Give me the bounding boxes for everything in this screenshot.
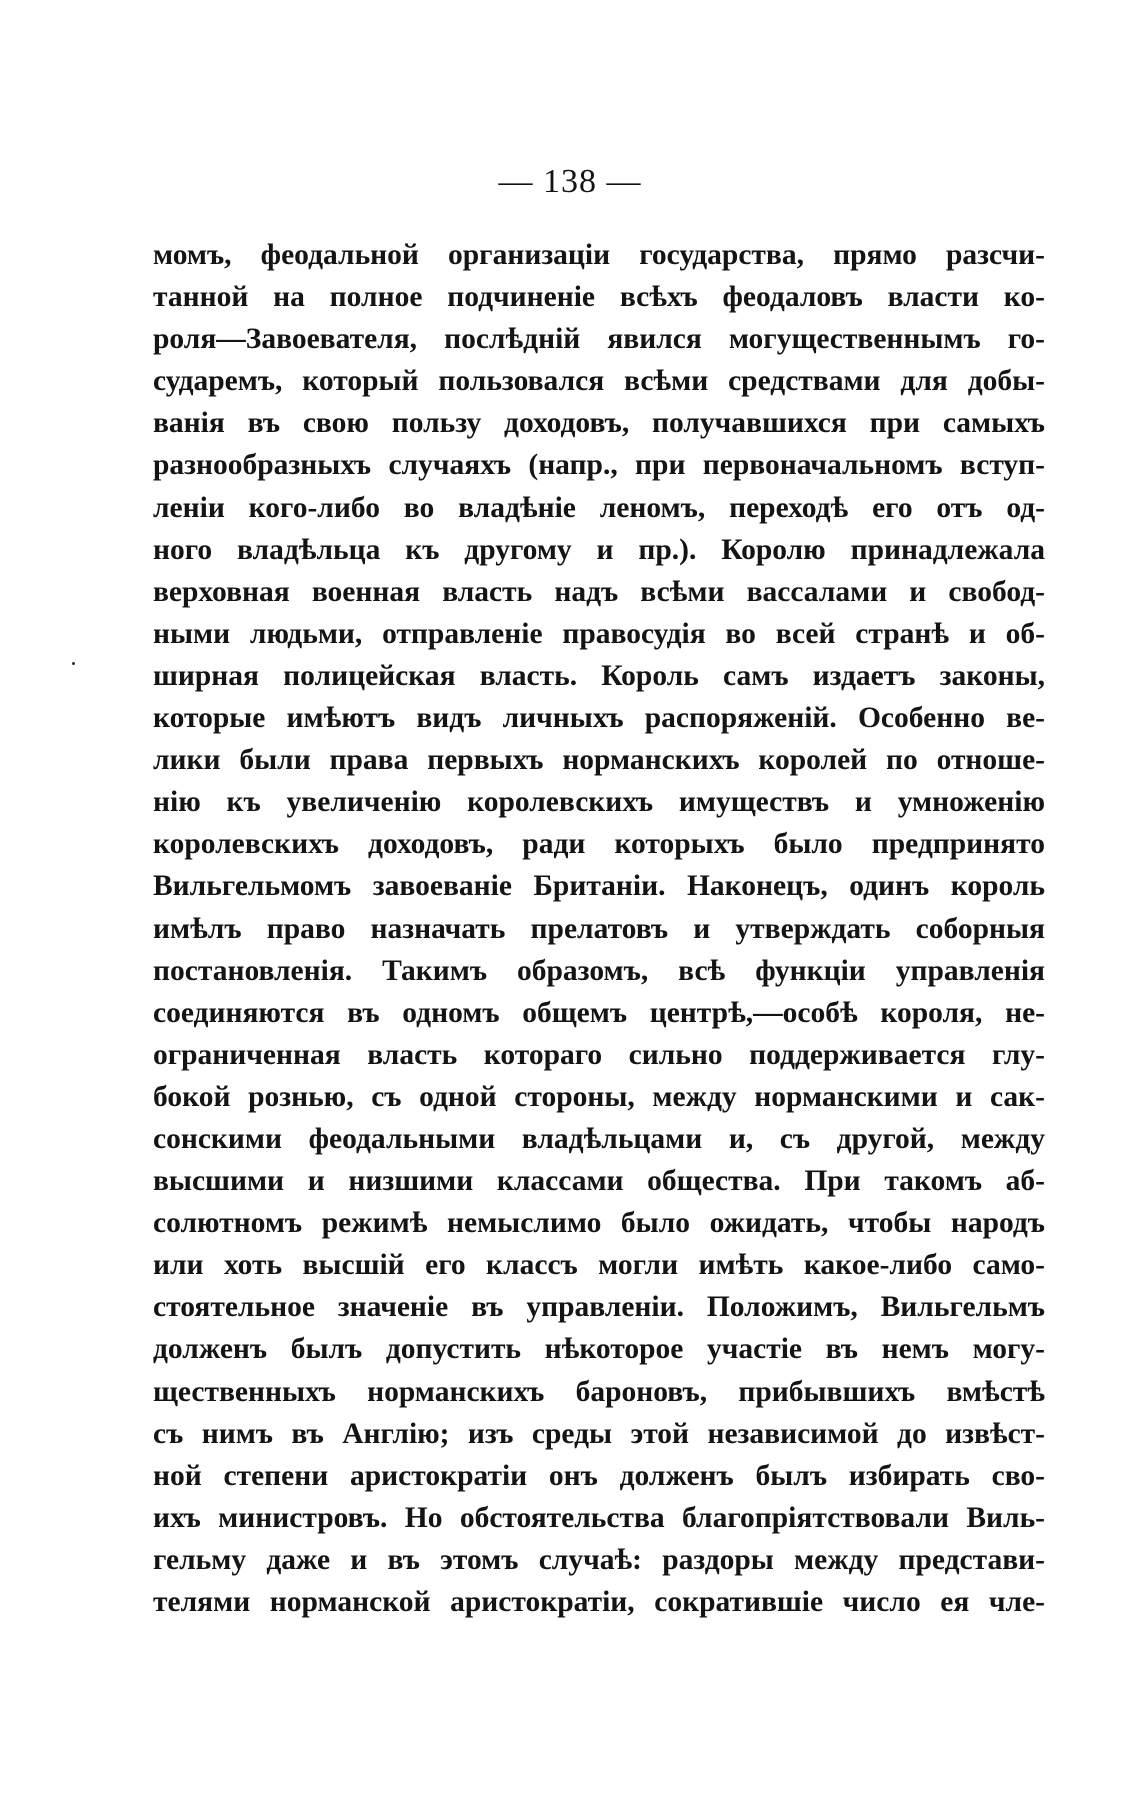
text-line: стоятельное значеніе въ управленіи. Положимъ, Вильгельмъ <box>153 1291 1045 1324</box>
text-line: верховная военная власть надъ всѣми вассалами и свобод- <box>153 575 1045 608</box>
text-line: разнообразныхъ случаяхъ (напр., при первоначальномъ вступ- <box>153 449 1045 482</box>
text-line: ограниченная власть котораго сильно поддерживается глу- <box>153 1038 1045 1071</box>
page-body-text <box>153 234 1045 1623</box>
page-number: — 138 — <box>498 163 642 200</box>
text-line: танной на полное подчиненіе всѣхъ феодаловъ власти ко- <box>153 281 1045 314</box>
text-line: съ нимъ въ Англію; изъ среды этой независимой до извѣст- <box>153 1417 1045 1450</box>
text-line: ными людьми, отправленіе правосудія во всей странѣ и об- <box>153 617 1045 650</box>
text-line: лики были права первыхъ норманскихъ королей по отноше- <box>153 744 1045 777</box>
text-line: момъ, феодальной организаціи государства, прямо разсчи- <box>153 239 1045 271</box>
text-line: долженъ былъ допустить нѣкоторое участіе въ немъ могу- <box>153 1333 1045 1366</box>
text-line: бокой рознью, съ одной стороны, между норманскими и сак- <box>153 1080 1045 1113</box>
text-line: соединяются въ одномъ общемъ центрѣ,—особѣ короля, не- <box>153 996 1045 1029</box>
text-line: или хоть высшій его классъ могли имѣть какое-либо само- <box>153 1249 1045 1282</box>
text-line: ного владѣльца къ другому и пр.). Королю принадлежала <box>153 533 1045 566</box>
text-line: леніи кого-либо во владѣніе леномъ, переходѣ его отъ од- <box>153 491 1045 524</box>
text-line: ной степени аристократіи онъ долженъ былъ избирать сво- <box>153 1459 1045 1492</box>
text-line: гельму даже и въ этомъ случаѣ: раздоры между представи- <box>153 1543 1045 1576</box>
text-line: сонскими феодальными владѣльцами и, съ другой, между <box>153 1122 1045 1155</box>
text-line: солютномъ режимѣ немыслимо было ожидать, чтобы народъ <box>153 1207 1045 1240</box>
margin-speck <box>72 662 75 665</box>
text-line: высшими и низшими классами общества. При такомъ аб- <box>153 1165 1045 1198</box>
text-line: имѣлъ право назначать прелатовъ и утверждать соборныя <box>153 912 1045 945</box>
text-line: Вильгельмомъ завоеваніе Британіи. Наконецъ, одинъ король <box>153 870 1045 903</box>
text-line: щественныхъ норманскихъ бароновъ, прибывшихъ вмѣстѣ <box>153 1375 1045 1408</box>
text-line: роля—Завоевателя, послѣдній явился могущественнымъ го- <box>153 323 1045 356</box>
text-line: ихъ министровъ. Но обстоятельства благопріятствовали Виль- <box>153 1501 1045 1534</box>
text-line: сударемъ, который пользовался всѣми средствами для добы- <box>153 365 1045 398</box>
text-line: ванія въ свою пользу доходовъ, получавшихся при самыхъ <box>153 407 1045 440</box>
text-line: которые имѣютъ видъ личныхъ распоряженій. Особенно ве- <box>153 702 1045 735</box>
text-line: ширная полицейская власть. Король самъ издаетъ законы, <box>153 659 1045 692</box>
text-line: постановленія. Такимъ образомъ, всѣ функціи управленія <box>153 954 1045 987</box>
text-line: нію къ увеличенію королевскихъ имуществъ и умноженію <box>153 786 1045 819</box>
text-line: королевскихъ доходовъ, ради которыхъ было предпринято <box>153 828 1045 861</box>
text-line: телями норманской аристократіи, сократившіе число ея чле- <box>153 1586 1045 1618</box>
